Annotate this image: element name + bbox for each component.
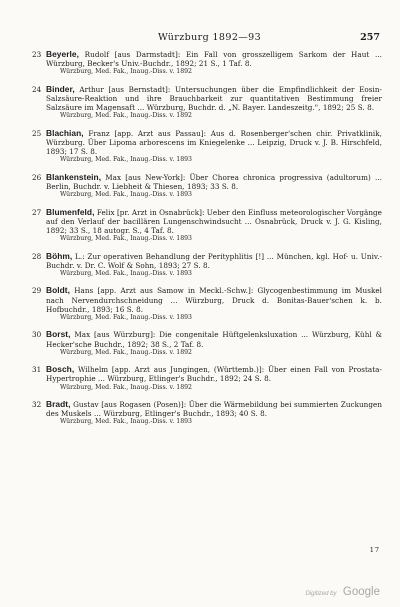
entry-body: Max [aus Würzburg]: Die congenitale Hüftgelenksluxation ... Würzburg, Kühl & Hecker'sche Buchdr., 1892; 38 S., 2 Taf. 8. bbox=[46, 330, 382, 349]
digitization-watermark bbox=[305, 582, 380, 600]
bibliography-entry bbox=[32, 400, 382, 426]
dissertation-note: Würzburg, Med. Fak., Inaug.-Diss. v. 1893 bbox=[60, 191, 192, 199]
entry-body: Max [aus New-York]: Über Chorea chronica progressiva (adultorum) ... Berlin, Buchdr. v. Liebheit & Thiesen, 1893; 33 S. 8. bbox=[46, 172, 382, 191]
entry-text bbox=[46, 252, 382, 270]
author-surname: Blachian, bbox=[46, 127, 84, 138]
entry-body: Rudolf [aus Darmstadt]: Ein Fall von grosszelligem Sarkom der Haut ... Würzburg, Becker's Univ.-Buchdr., 1892; 21 S., 1 Taf. 8. bbox=[46, 50, 382, 69]
entry-body: Franz [app. Arzt aus Passau]: Aus d. Rosenberger'schen chir. Privatklinik, Würzburg. Über Lipoma arborescens im Kniegelenke ... Leipzig, Druck v. J. B. Hirschfeld, 1893; 17 S. 8. bbox=[46, 128, 382, 157]
watermark-brand: Google bbox=[342, 586, 380, 598]
author-surname: Bosch, bbox=[46, 364, 75, 375]
bibliography-entry bbox=[32, 208, 382, 244]
entry-number: 30 bbox=[32, 330, 42, 340]
bibliography-entry bbox=[32, 173, 382, 199]
dissertation-note: Würzburg, Med. Fak., Inaug.-Diss. v. 1893 bbox=[60, 418, 192, 426]
entry-body: Arthur [aus Bernstadt]: Untersuchungen über die Empfindlichkeit der Eosin-Salzsäure-Reaktion und ihre Brauchbarkeit zur quantitativen Bestimmung freier Salzsäure im Magensaft ... Würzburg, Buchdr. d. „N. Bayer. Landeszeitg.", 1892; 25 S. 8. bbox=[46, 84, 382, 113]
entry-number: 26 bbox=[32, 172, 42, 182]
bibliography-entry bbox=[32, 330, 382, 356]
dissertation-note: Würzburg, Med. Fak., Inaug.-Diss. v. 1892 bbox=[60, 383, 192, 391]
entry-number: 28 bbox=[32, 251, 42, 261]
entry-text bbox=[46, 365, 382, 383]
entry-body: L.: Zur operativen Behandlung der Perityphlitis [!] ... München, kgl. Hof- u. Univ.-Buchdr. v. Dr. C. Wolf & Sohn, 1893; 27 S. 8. bbox=[46, 251, 382, 270]
entry-number: 25 bbox=[32, 128, 42, 138]
dissertation-note: Würzburg, Med. Fak., Inaug.-Diss. v. 1893 bbox=[60, 314, 192, 321]
author-surname: Bradt, bbox=[46, 398, 71, 409]
dissertation-note: Würzburg, Med. Fak., Inaug.-Diss. v. 1893 bbox=[60, 235, 192, 243]
dissertation-note: Würzburg, Med. Fak., Inaug.-Diss. v. 1893 bbox=[60, 270, 192, 277]
entry-number: 29 bbox=[32, 286, 42, 296]
page-number: 257 bbox=[360, 32, 380, 43]
running-head: Würzburg 1892—93 bbox=[158, 32, 262, 43]
bibliography-entry bbox=[32, 85, 382, 121]
author-surname: Blankenstein, bbox=[46, 171, 102, 182]
entry-number: 23 bbox=[32, 50, 42, 59]
dissertation-note: Würzburg, Med. Fak., Inaug.-Diss. v. 1892 bbox=[60, 348, 192, 356]
author-surname: Borst, bbox=[46, 329, 71, 340]
dissertation-note: Würzburg, Med. Fak., Inaug.-Diss. v. 1892 bbox=[60, 68, 192, 76]
entry-text bbox=[46, 173, 382, 191]
entry-number: 24 bbox=[32, 84, 42, 94]
author-surname: Beyerle, bbox=[46, 49, 79, 59]
entry-body: Wilhelm [app. Arzt aus Jungingen, (Württemb.)]: Über einen Fall von Prostata-Hypertrophie ... Würzburg, Etlinger's Buchdr., 1892; 24 S. 8. bbox=[46, 365, 382, 384]
page-header bbox=[0, 32, 400, 44]
entry-text bbox=[46, 330, 382, 348]
entry-number: 32 bbox=[32, 399, 42, 409]
entry-number: 31 bbox=[32, 365, 42, 375]
entry-text bbox=[46, 400, 382, 418]
entry-text bbox=[46, 208, 382, 236]
author-surname: Boldt, bbox=[46, 285, 71, 296]
printer-signature: 17 bbox=[369, 546, 380, 554]
bibliography-entries bbox=[32, 50, 382, 435]
author-surname: Blumenfeld, bbox=[46, 206, 95, 217]
bibliography-entry bbox=[32, 252, 382, 278]
entry-text bbox=[46, 85, 382, 113]
dissertation-note: Würzburg, Med. Fak., Inaug.-Diss. v. 1892 bbox=[60, 112, 192, 120]
bibliography-entry bbox=[32, 129, 382, 165]
bibliography-entry bbox=[32, 50, 382, 76]
entry-body: Gustav [aus Rogasen (Posen)]: Über die Wärmebildung bei summierten Zuckungen des Muskels ... Würzburg, Etlinger's Buchdr., 1893; 40 S. 8. bbox=[46, 399, 382, 419]
entry-body: Felix [pr. Arzt in Osnabrück]: Ueber den Einfluss meteorologischer Vorgänge auf den Verlauf der bacillären Lungenschwindsucht ... Osnabrück, Druck v. J. G. Kisling, 1892; 33 S., 18 autogr. S., 4 Taf. 8. bbox=[46, 207, 382, 235]
bibliography-entry bbox=[32, 365, 382, 391]
entry-text bbox=[46, 286, 382, 314]
bibliography-entry bbox=[32, 286, 382, 322]
watermark-prefix: Digitized by bbox=[305, 591, 337, 597]
entry-number: 27 bbox=[32, 207, 42, 217]
author-surname: Böhm, bbox=[46, 250, 73, 261]
entry-body: Hans [app. Arzt aus Samow in Meckl.-Schw.]: Glycogenbestimmung im Muskel nach Nervendurchschneidung ... Würzburg, Druck d. Bonitas-Bauer'schen k. b. Hofbuchdr., 1893; 16 S. 8. bbox=[46, 286, 382, 314]
author-surname: Binder, bbox=[46, 83, 75, 94]
dissertation-note: Würzburg, Med. Fak., Inaug.-Diss. v. 1893 bbox=[60, 156, 192, 164]
entry-text bbox=[46, 129, 382, 157]
entry-text bbox=[46, 50, 382, 68]
